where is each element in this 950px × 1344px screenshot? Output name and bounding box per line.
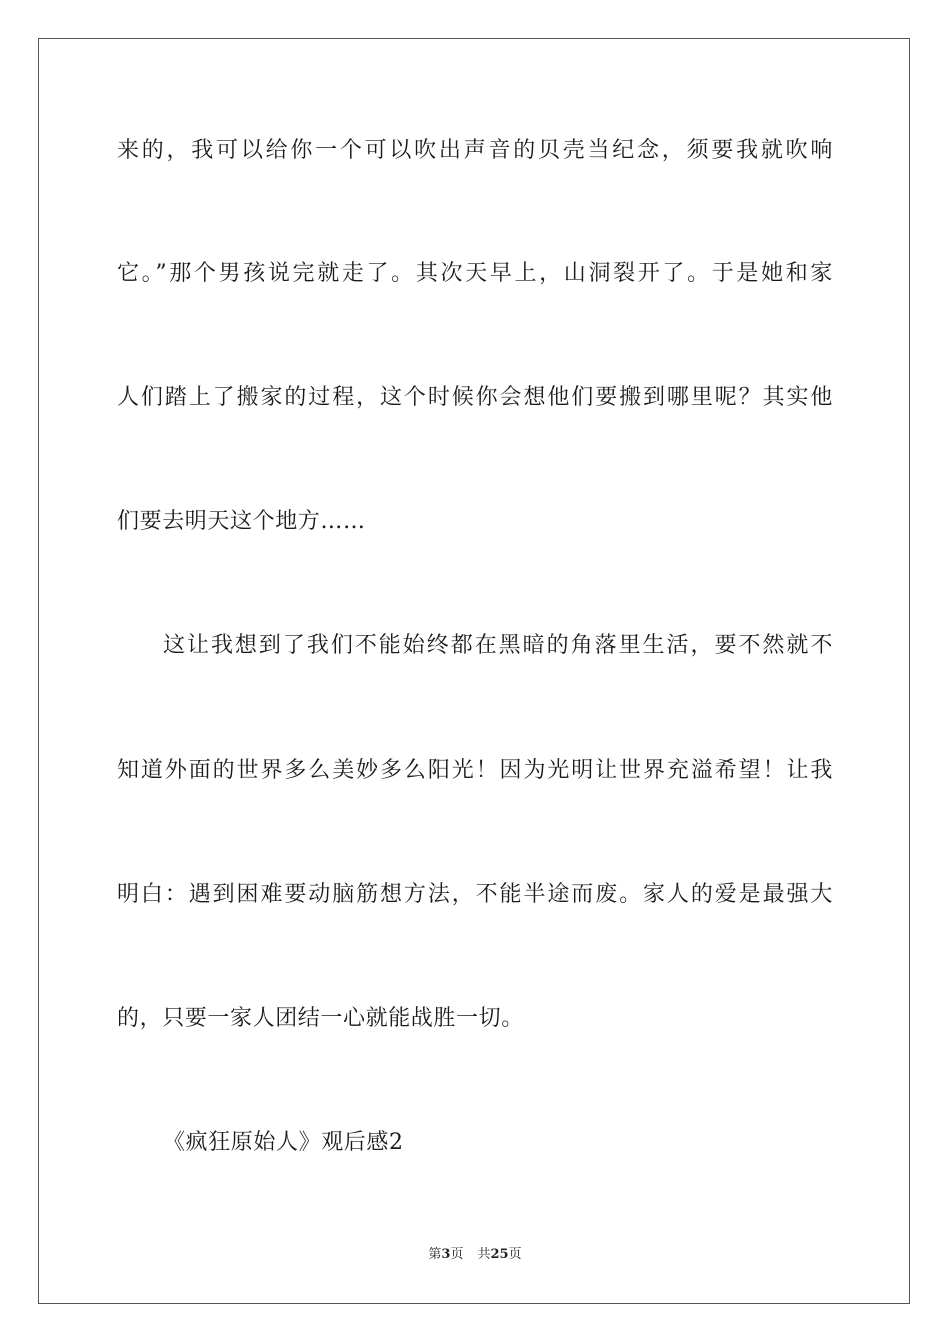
total-prefix: 共 — [477, 1247, 491, 1262]
section-heading: 《疯狂原始人》观后感2 — [163, 1130, 404, 1155]
paragraph-line: 明白：遇到困难要动脑筋想方法，不能半途而废。家人的爱是最强大 — [117, 882, 833, 907]
page-border — [38, 38, 910, 1304]
page-prefix: 第 — [428, 1247, 442, 1262]
paragraph-line: 人们踏上了搬家的过程，这个时候你会想他们要搬到哪里呢？其实他 — [117, 385, 833, 410]
paragraph-line: 知道外面的世界多么美妙多么阳光！因为光明让世界充溢希望！让我 — [117, 758, 833, 783]
total-suffix: 页 — [508, 1247, 522, 1262]
paragraph-line: 它。”那个男孩说完就走了。其次天早上，山洞裂开了。于是她和家 — [117, 261, 833, 286]
paragraph-line: 这让我想到了我们不能始终都在黑暗的角落里生活，要不然就不 — [163, 633, 833, 658]
page-footer — [0, 1246, 950, 1264]
current-page-number: 3 — [441, 1247, 451, 1262]
paragraph-line: 的，只要一家人团结一心就能战胜一切。 — [117, 1006, 524, 1031]
paragraph-line: 来的，我可以给你一个可以吹出声音的贝壳当纪念，须要我就吹响 — [117, 138, 833, 163]
page-suffix: 页 — [450, 1247, 464, 1262]
paragraph-line: 们要去明天这个地方…… — [117, 509, 366, 534]
total-page-number: 25 — [490, 1247, 509, 1262]
